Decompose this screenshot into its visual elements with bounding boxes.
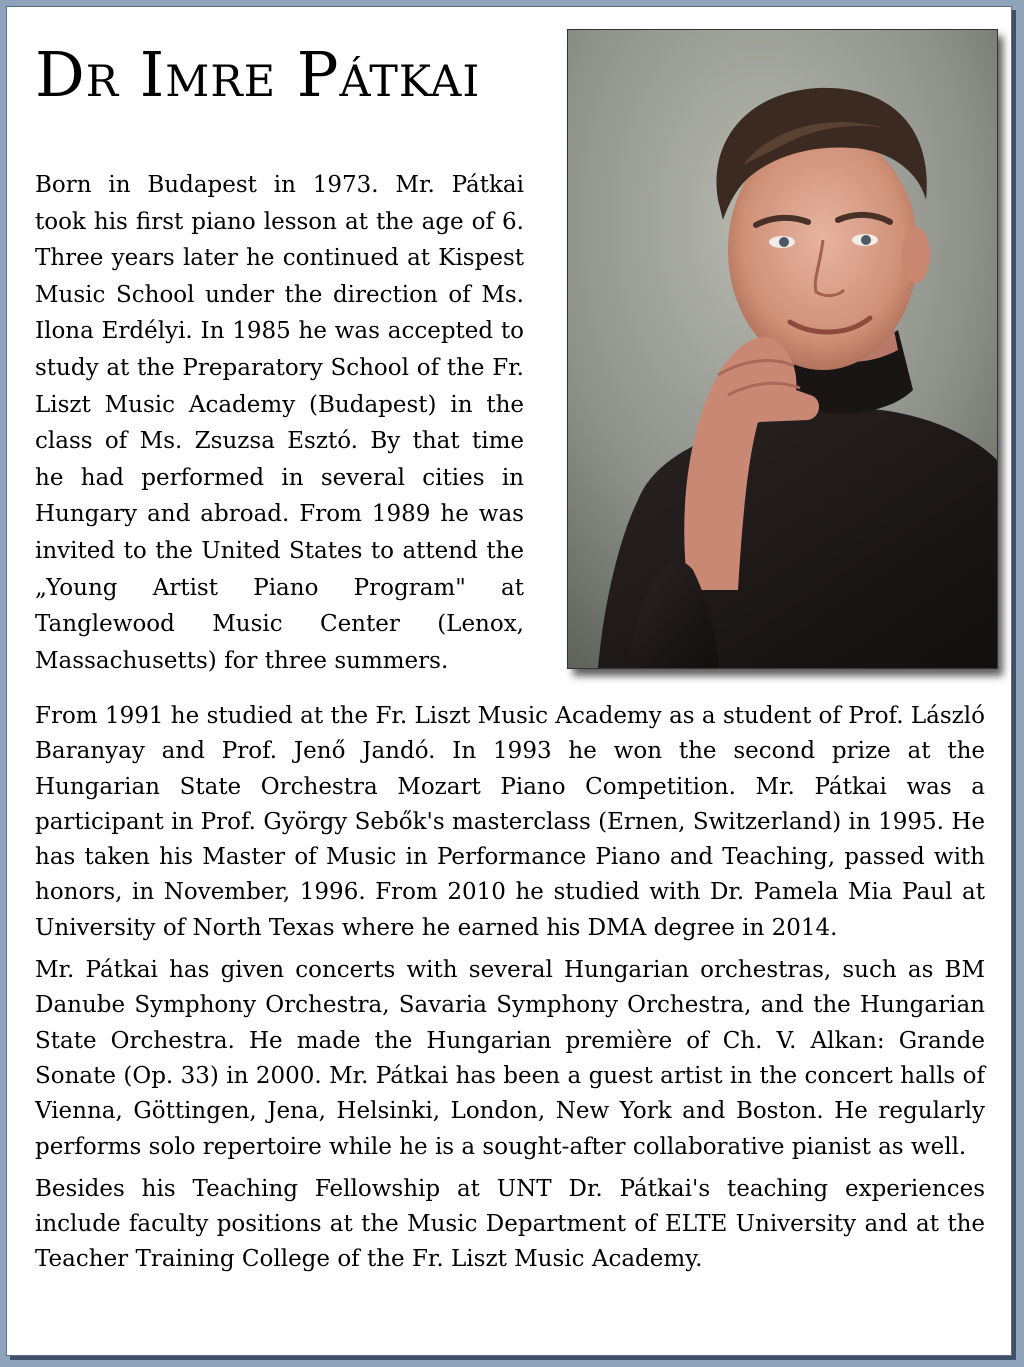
page-title: Dr Imre Pátkai [35, 38, 481, 111]
bio-paragraph-teaching: Besides his Teaching Fellowship at UNT Dr. Pátkai's teaching experiences include faculty positions at the Music Department of ELTE University and at the Teacher Training College of the Fr. Liszt Music Academy. [35, 1175, 985, 1273]
bio-paragraph-concerts: Mr. Pátkai has given concerts with several Hungarian orchestras, such as BM Danube Symphony Orchestra, Savaria Symphony Orchestra, and the Hungarian State Orchestra. He made the Hungarian première of Ch. V. Alkan: Grande Sonate (Op. 33) in 2000. Mr. Pátkai has been a guest artist in the concert halls of Vienna, Göttingen, Jena, Helsinki, London, New York and Boston. He regularly performs solo repertoire while he is a sought-after collaborative pianist as well. [35, 957, 985, 1160]
bio-paragraph-education: From 1991 he studied at the Fr. Liszt Music Academy as a student of Prof. László Baranyay and Prof. Jenő Jandó. In 1993 he won the second prize at the Hungarian State Orchestra Mozart Piano Competition. Mr. Pátkai was a participant in Prof. György Sebők's masterclass (Ernen, Switzerland) in 1995. He has taken his Master of Music in Performance Piano and Teaching, passed with honors, in November, 1996. From 2010 he studied with Dr. Pamela Mia Paul at University of North Texas where he earned his DMA degree in 2014. [35, 703, 985, 941]
bio-card [6, 6, 1012, 1356]
bio-paragraph-early-life: Born in Budapest in 1973. Mr. Pátkai took his first piano lesson at the age of 6. Three years later he continued at Kispest Music School under the direction of Ms. Ilona Erdélyi. In 1985 he was accepted to study at the Preparatory School of the Fr. Liszt Music Academy (Budapest) in the class of Ms. Zsuzsa Esztó. By that time he had performed in several cities in Hungary and abroad. From 1989 he was invited to the United States to attend the „Young Artist Piano Program" at Tanglewood Music Center (Lenox, Massachusetts) for three summers. [35, 172, 524, 674]
portrait-photo [567, 29, 998, 669]
bio-continued [35, 699, 985, 1285]
